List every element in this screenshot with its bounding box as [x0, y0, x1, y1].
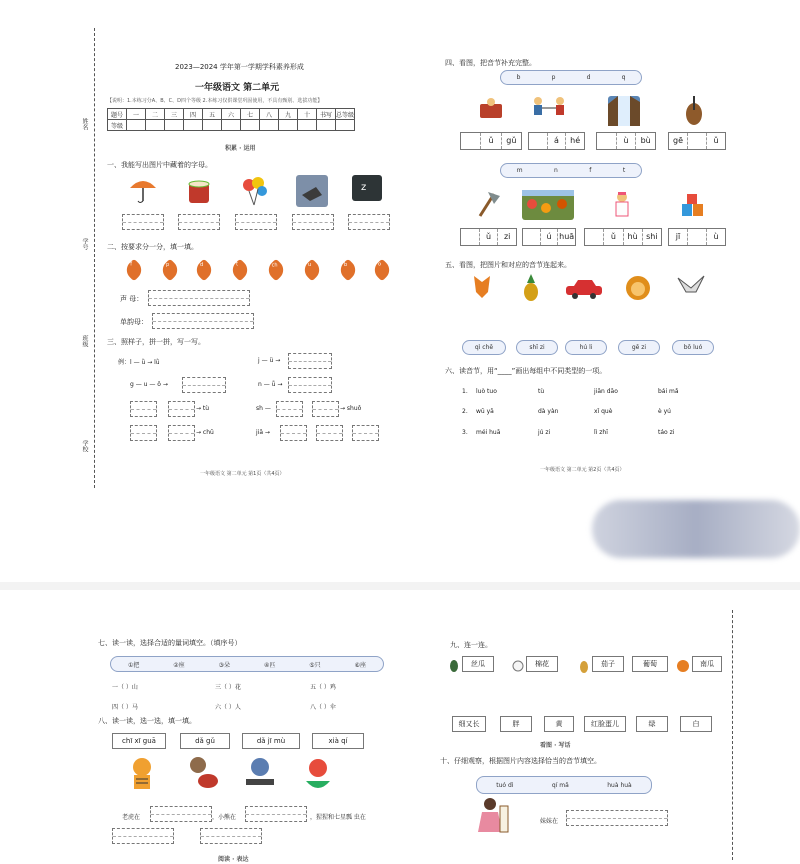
q4-box-6[interactable]: ú huā — [522, 228, 576, 246]
q9-bottom-2[interactable]: 胖 — [500, 716, 532, 732]
q4-letters-row1: b p d q — [500, 70, 642, 85]
blackboard-picture — [352, 175, 382, 201]
q3-title: 三、照样子，拼一拼，写一写。 — [107, 338, 205, 346]
q3-answer-5b[interactable] — [312, 401, 339, 417]
binding-line — [94, 28, 95, 488]
q9-top-1[interactable]: 丝瓜 — [462, 656, 494, 672]
q3-answer-1[interactable] — [288, 353, 332, 369]
q4-box-5[interactable]: ǔ zi — [460, 228, 517, 246]
lion-picture — [624, 274, 652, 302]
q6-title: 六、读音节，用“____”画出每组中不同类型的一项。 — [445, 367, 607, 375]
q3-answer-3[interactable] — [288, 377, 332, 393]
leaf-u: u — [301, 259, 324, 282]
q1-answer-2[interactable] — [178, 214, 220, 230]
axe-picture — [472, 190, 502, 218]
q10-syllables: tuó dì qí mǎ huà huà — [476, 776, 652, 794]
q9-bottom-1[interactable]: 细又长 — [452, 716, 486, 732]
school-label: 学校 — [81, 440, 88, 452]
q8-sentence-3: ，猩猩和七星瓢 虫在 — [310, 814, 366, 821]
q4-box-4[interactable]: gē ǔ — [668, 132, 726, 150]
q3-answer-5a[interactable] — [276, 401, 303, 417]
q1-title: 一、我能写出图片中藏着的字母。 — [107, 161, 212, 169]
q9-bottom-5[interactable]: 绿 — [636, 716, 668, 732]
q1-answer-4[interactable] — [292, 214, 334, 230]
q4-box-7[interactable]: ǔ hù shi — [584, 228, 662, 246]
leaf-p: p — [159, 259, 182, 282]
q3-line-2: g — u — ǒ → — [130, 381, 168, 388]
q1-answer-1[interactable] — [122, 214, 164, 230]
blocks-picture — [680, 192, 706, 218]
class-label: 班级 — [81, 335, 88, 347]
q9-top-3[interactable]: 茄子 — [592, 656, 624, 672]
cotton-picture — [512, 658, 524, 672]
cello-picture — [676, 96, 712, 126]
q4-box-2[interactable]: á hé — [528, 132, 585, 150]
exam-header: 2023—2024 学年第一学期学科素养形成 — [175, 63, 304, 71]
q1-answer-5[interactable] — [348, 214, 390, 230]
finals-label: 单韵母： — [120, 318, 148, 326]
q3-line-8: jiā → — [256, 429, 270, 436]
bear-drum-picture — [182, 755, 222, 791]
initials-label: 声 母： — [120, 295, 144, 303]
q3-answer-6a[interactable] — [130, 425, 157, 441]
chess-picture — [240, 755, 280, 791]
writing-banner: 看图 · 写话 — [540, 742, 571, 749]
q8-word-2: dǎ gǔ — [180, 733, 230, 749]
q10-title: 十、仔细观察，根据图片内容选择恰当的音节填空。 — [440, 757, 601, 765]
q6-row1-num: 1. — [462, 388, 468, 395]
watermelon-picture — [300, 755, 336, 791]
q9-top-4[interactable]: 葡萄 — [632, 656, 668, 672]
pumpkin-picture — [676, 658, 690, 672]
leaf-f: f — [123, 259, 146, 282]
q4-letters-row2: m n f t — [500, 163, 642, 178]
q8-answer-4[interactable] — [200, 828, 262, 844]
q4-box-1[interactable]: ǔ gǔ — [460, 132, 522, 150]
leaf-t: t — [229, 259, 252, 282]
q10-answer[interactable] — [566, 810, 668, 826]
q6-row3-opt3[interactable]: lì zhī — [594, 429, 608, 436]
q9-bottom-6[interactable]: 白 — [680, 716, 712, 732]
q3-line-3: n — ǚ → — [258, 381, 283, 388]
q3-answer-7b[interactable] — [316, 425, 343, 441]
student-id-label: 学号 — [81, 238, 88, 250]
q9-top-5[interactable]: 南瓜 — [692, 656, 722, 672]
leaf-ch: ch — [265, 259, 288, 282]
leaf-d: d — [193, 259, 216, 282]
girl-painting-picture — [478, 796, 510, 842]
leaf-b: b — [337, 259, 360, 282]
q3-line-1: j — ü → — [258, 357, 281, 364]
q7-title: 七、读一读，选择合适的量词填空。（填序号） — [98, 639, 242, 647]
q5-syllable-5: bō luó — [672, 340, 714, 355]
score-table: 题号 一 二 三 四 五 六 七 八 九 十 书写 总等级 等级 — [107, 108, 355, 131]
q6-row2-opt2[interactable]: dà yàn — [538, 408, 559, 415]
q8-answer-1[interactable] — [150, 806, 212, 822]
q6-row3-opt2[interactable]: jú zi — [538, 429, 551, 436]
exam-title: 一年级语文 第二单元 — [195, 83, 280, 93]
q8-word-4: xià qí — [312, 733, 364, 749]
q3-line-4: → tù — [196, 405, 210, 412]
q6-row1-opt3[interactable]: jiān dāo — [594, 388, 618, 395]
q8-answer-3[interactable] — [112, 828, 174, 844]
q6-row2-opt4[interactable]: è yú — [658, 408, 671, 415]
redacted-region — [592, 500, 800, 558]
q8-answer-2[interactable] — [245, 806, 307, 822]
drum-picture — [185, 178, 213, 206]
q7-item-1[interactable]: 一（ ）山 — [112, 684, 138, 691]
q6-row3-num: 3. — [462, 429, 468, 436]
q5-syllable-4: gē zi — [618, 340, 660, 355]
q10-sentence: 妹妹在 — [540, 818, 559, 825]
umbrella-picture — [128, 176, 158, 204]
q7-item-6[interactable]: 八（ ）伞 — [310, 704, 336, 711]
name-label: 姓名 — [81, 118, 88, 130]
tiger-picture — [124, 755, 160, 791]
q8-title: 八、读一读，选一选，填一填。 — [98, 717, 196, 725]
q7-item-2[interactable]: 三（ ）花 — [215, 684, 241, 691]
q8-sentence-1: 老虎在 — [122, 814, 141, 821]
q6-row1-opt4[interactable]: bái mǎ — [658, 388, 679, 395]
q3-answer-7a[interactable] — [280, 425, 307, 441]
initials-answer[interactable] — [148, 290, 250, 306]
q9-bottom-3[interactable]: 黄 — [544, 716, 574, 732]
finals-answer[interactable] — [152, 313, 254, 329]
dove-picture — [676, 272, 706, 302]
right-binding-line — [732, 610, 733, 860]
q5-title: 五、看图，把图片和对应的音节连起来。 — [445, 261, 571, 269]
loofah-picture — [448, 658, 460, 672]
q4-box-3[interactable]: ù bù — [596, 132, 656, 150]
q9-title: 九、连一连。 — [450, 641, 492, 649]
q3-answer-7c[interactable] — [352, 425, 379, 441]
q8-word-3: dǎ jī mù — [242, 733, 300, 749]
fox-picture — [470, 272, 494, 300]
q2-title-text: 二、按要求分一分，填一填。 — [107, 243, 198, 251]
reading-banner: 阅读 · 表达 — [218, 856, 249, 863]
q3-line-6: → shuǒ — [340, 405, 362, 412]
q7-item-4[interactable]: 四（ ）马 — [112, 704, 138, 711]
page1-footer: 一年级语文 第二单元 第1页（共4页） — [200, 471, 285, 477]
q7-options: ①把 ②座 ③朵 ④匹 ⑤只 ⑥座 — [110, 656, 384, 672]
waterfall-picture — [608, 96, 640, 126]
q6-row2-opt3[interactable]: xǐ què — [594, 408, 613, 415]
q3-answer-6b[interactable] — [168, 425, 195, 441]
q5-syllable-2: shī zi — [516, 340, 558, 355]
q7-item-3[interactable]: 五（ ）鸡 — [310, 684, 336, 691]
svg-text:z: z — [361, 182, 367, 193]
q6-row3-opt4[interactable]: táo zi — [658, 429, 675, 436]
nurse-picture — [608, 190, 636, 220]
kids-playing-picture — [528, 96, 572, 124]
q6-row3-opt1[interactable]: méi huā — [476, 429, 501, 436]
q3-line-7: → chū — [196, 429, 214, 436]
q9-bottom-4[interactable]: 红脸蛋儿 — [584, 716, 626, 732]
q8-sentence-2: ，小熊在 — [212, 814, 237, 821]
q3-answer-2[interactable] — [182, 377, 226, 393]
q8-word-1: chī xī guā — [112, 733, 166, 749]
balloons-picture — [240, 176, 270, 206]
q3-answer-4a[interactable] — [130, 401, 157, 417]
q6-row2-opt1[interactable]: wū yā — [476, 408, 494, 415]
q6-row2-num: 2. — [462, 408, 468, 415]
q5-syllable-3: hú li — [565, 340, 607, 355]
q6-row1-opt1[interactable]: luò tuo — [476, 388, 497, 395]
q5-syllable-1: qì chē — [462, 340, 506, 355]
q4-title: 四、看图，把音节补充完整。 — [445, 59, 536, 67]
car-picture — [564, 278, 604, 300]
garden-picture — [522, 190, 574, 220]
q7-item-5[interactable]: 六（ ）人 — [215, 704, 241, 711]
section-banner: 积累 · 运用 — [225, 145, 256, 152]
q1-answer-3[interactable] — [235, 214, 277, 230]
q3-example: 例：l — ǜ → lǜ — [118, 359, 160, 366]
page2-footer: 一年级语文 第二单元 第2页（共4页） — [540, 467, 625, 473]
q9-top-2[interactable]: 棉花 — [526, 656, 558, 672]
leaf-o: o — [371, 259, 394, 282]
q3-answer-4b[interactable] — [168, 401, 195, 417]
eggplant-picture — [578, 658, 590, 672]
q4-box-8[interactable]: jī ù — [668, 228, 726, 246]
exam-note: 【说明：1.本练习分A、B、C、D四个等级 2.本练习仅供课堂巩固使用，不具有甄别、选拔功能】 — [107, 98, 323, 104]
q6-row1-opt2[interactable]: tù — [538, 388, 545, 395]
drum-toy-picture — [476, 96, 506, 122]
pineapple-picture — [522, 272, 540, 302]
bottom-sheet — [0, 590, 800, 864]
bird-photo-picture — [296, 175, 328, 207]
q3-line-5: sh — — [256, 405, 271, 412]
